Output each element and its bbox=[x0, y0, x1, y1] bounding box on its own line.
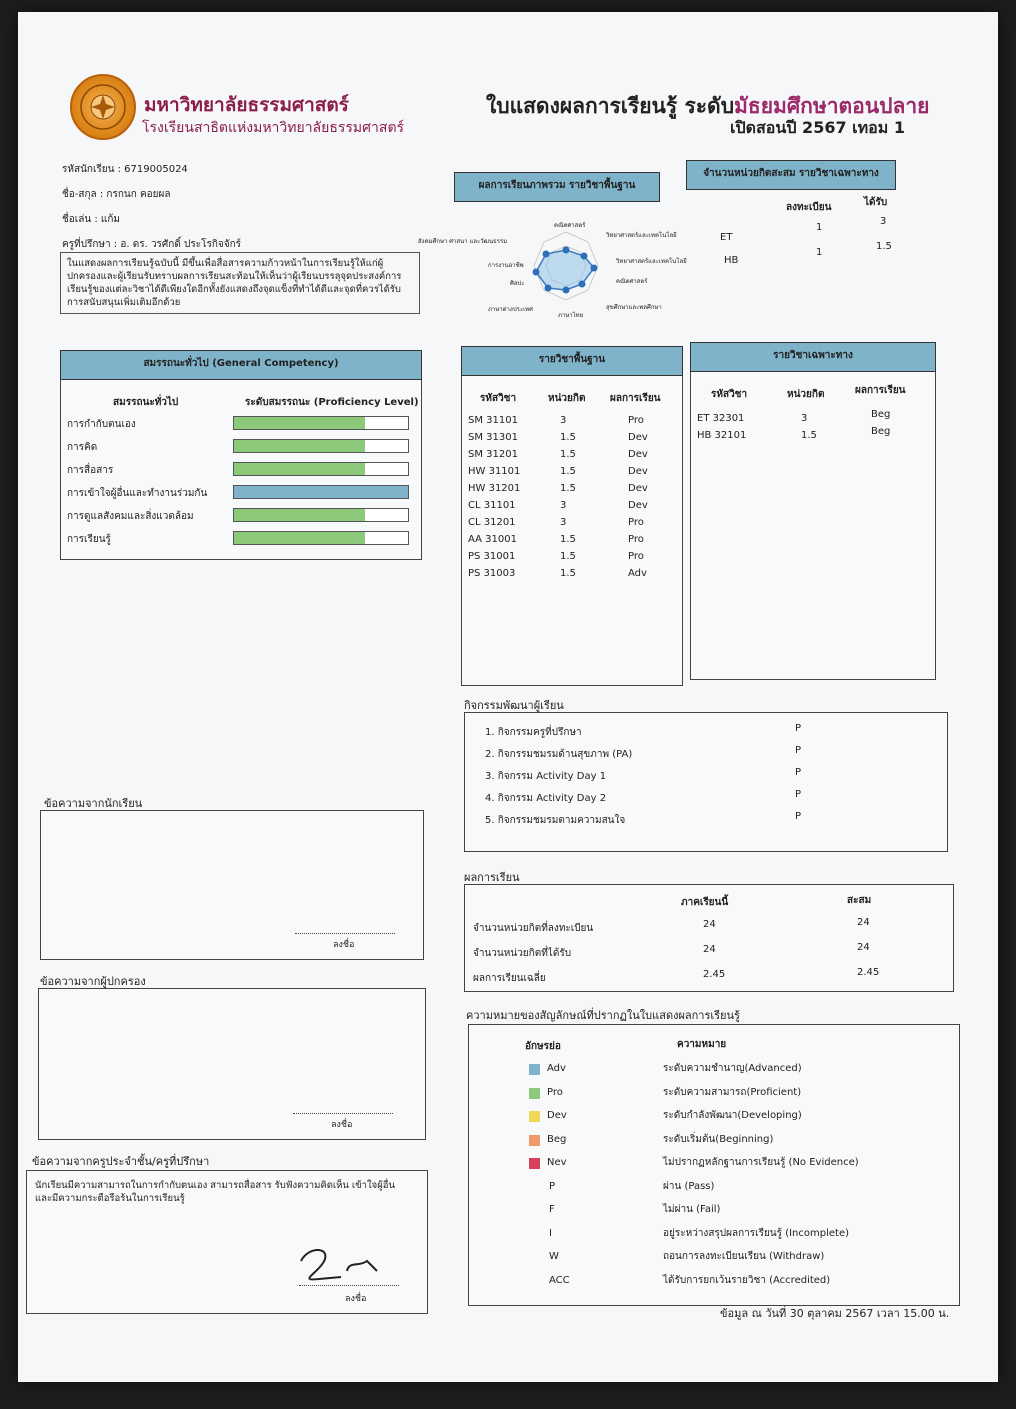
competency-bar-fill bbox=[234, 440, 365, 452]
credits-earned-1: 1.5 bbox=[876, 241, 892, 252]
activity-name: 5. กิจกรรมชมรมตามความสนใจ bbox=[485, 815, 626, 826]
legend-meaning: ระดับความชำนาญ(Advanced) bbox=[663, 1063, 802, 1074]
legend-symbol: I bbox=[549, 1227, 552, 1239]
legend-symbol: ACC bbox=[549, 1274, 570, 1286]
competency-bar-fill bbox=[234, 509, 365, 521]
basic-subject-code: SM 31201 bbox=[468, 449, 518, 460]
credits-col-earned: ได้รับ bbox=[864, 197, 888, 208]
special-subject-credit: 3 bbox=[801, 413, 808, 424]
radar-label-8: การงานอาชีพ bbox=[488, 262, 524, 269]
student-sign-label: ลงชื่อ bbox=[333, 940, 355, 950]
activity-name: 1. กิจกรรมครูที่ปรึกษา bbox=[485, 727, 582, 738]
teacher-message-text: นักเรียนมีความสามารถในการกำกับตนเอง สามารถสื่อสาร รับฟังความคิดเห็น เข้าใจผู้อื่น และมีความกระตือรือร้นในการเรียนรู้ bbox=[35, 1180, 395, 1204]
legend-meaning: ผ่าน (Pass) bbox=[663, 1180, 715, 1192]
result-term: 24 bbox=[703, 944, 716, 955]
special-subject-result: Beg bbox=[871, 409, 891, 420]
basic-subject-result: Adv bbox=[628, 568, 647, 579]
result-total: 24 bbox=[857, 917, 870, 928]
competency-name: การคิด bbox=[67, 442, 98, 453]
title-prefix: ใบแสดงผลการเรียนรู้ ระดับ bbox=[486, 94, 735, 118]
results-col-total: สะสม bbox=[847, 895, 872, 906]
basic-subject-credit: 1.5 bbox=[560, 551, 576, 562]
competency-bar bbox=[233, 485, 409, 499]
activity-result: P bbox=[795, 767, 802, 778]
competency-bar-fill bbox=[234, 417, 365, 429]
legend-swatch bbox=[529, 1111, 540, 1122]
basic-subject-result: Dev bbox=[628, 466, 648, 477]
title-level: มัธยมศึกษาตอนปลาย bbox=[734, 94, 930, 118]
activities-title: กิจกรรมพัฒนาผู้เรียน bbox=[464, 699, 564, 712]
basic-subject-code: PS 31001 bbox=[468, 551, 516, 562]
credits-title: จำนวนหน่วยกิตสะสม รายวิชาเฉพาะทาง bbox=[686, 160, 896, 190]
legend-col-meaning: ความหมาย bbox=[677, 1039, 727, 1050]
legend-meaning: ไม่ปรากฏหลักฐานการเรียนรู้ (No Evidence) bbox=[663, 1157, 859, 1168]
radar-label-9: สังคมศึกษา ศาสนา และวัฒนธรรม bbox=[418, 238, 508, 245]
basic-subject-credit: 1.5 bbox=[560, 449, 576, 460]
legend-symbol: W bbox=[549, 1251, 559, 1262]
competency-name: การดูแลสังคมและสิ่งแวดล้อม bbox=[67, 511, 194, 522]
basic-subject-code: SM 31101 bbox=[468, 415, 518, 426]
credits-code-0: ET bbox=[720, 232, 733, 243]
activity-result: P bbox=[795, 745, 802, 756]
legend-swatch bbox=[529, 1135, 540, 1146]
student-signature-line bbox=[295, 933, 395, 934]
basic-subject-result: Pro bbox=[628, 551, 644, 562]
teacher-sign-label: ลงชื่อ bbox=[345, 1294, 367, 1304]
radar-title: ผลการเรียนภาพรวม รายวิชาพื้นฐาน bbox=[454, 172, 660, 202]
activity-result: P bbox=[795, 811, 802, 822]
basic-subject-result: Dev bbox=[628, 500, 648, 511]
teacher-signature bbox=[289, 1241, 399, 1291]
student-id: รหัสนักเรียน : 6719005024 bbox=[62, 164, 188, 175]
basic-subject-result: Dev bbox=[628, 449, 648, 460]
legend-symbol: Dev bbox=[547, 1110, 567, 1121]
basic-col-result: ผลการเรียน bbox=[610, 393, 661, 404]
basic-subject-credit: 1.5 bbox=[560, 432, 576, 443]
parent-message-box[interactable] bbox=[38, 988, 426, 1140]
legend-panel bbox=[468, 1024, 960, 1306]
basic-subject-code: PS 31003 bbox=[468, 568, 516, 579]
legend-swatch bbox=[529, 1064, 540, 1075]
teacher-signature-line bbox=[299, 1285, 399, 1286]
legend-symbol: Nev bbox=[547, 1157, 567, 1168]
basic-subject-credit: 3 bbox=[560, 517, 567, 528]
basic-subject-code: CL 31101 bbox=[468, 500, 516, 511]
school-name: โรงเรียนสาธิตแห่งมหาวิทยาลัยธรรมศาสตร์ bbox=[142, 120, 405, 136]
parent-message-title: ข้อความจากผู้ปกครอง bbox=[40, 975, 146, 988]
basic-subject-credit: 3 bbox=[560, 500, 567, 511]
basic-subject-code: SM 31301 bbox=[468, 432, 518, 443]
special-col-credit: หน่วยกิต bbox=[787, 389, 825, 400]
special-col-code: รหัสวิชา bbox=[711, 389, 748, 400]
student-nickname: ชื่อเล่น : แก้ม bbox=[62, 214, 120, 225]
legend-meaning: ไม่ผ่าน (Fail) bbox=[663, 1204, 721, 1215]
radar-label-4: สุขศึกษาและพลศึกษา bbox=[606, 304, 662, 311]
special-col-result: ผลการเรียน bbox=[855, 385, 906, 396]
result-label: ผลการเรียนเฉลี่ย bbox=[473, 973, 546, 984]
report-subtitle: เปิดสอนปี 2567 เทอม 1 bbox=[730, 118, 906, 137]
legend-symbol: Beg bbox=[547, 1133, 567, 1145]
university-logo bbox=[70, 74, 136, 140]
basic-subject-result: Pro bbox=[628, 415, 644, 426]
results-panel bbox=[464, 884, 954, 992]
competency-title: สมรรถนะทั่วไป (General Competency) bbox=[60, 350, 422, 380]
result-label: จำนวนหน่วยกิตที่ลงทะเบียน bbox=[473, 923, 594, 934]
credits-registered-1: 1 bbox=[816, 247, 823, 258]
student-message-box[interactable] bbox=[40, 810, 424, 960]
competency-bar bbox=[233, 439, 409, 453]
radar-label-5: ภาษาไทย bbox=[558, 312, 584, 319]
competency-name: การเข้าใจผู้อื่นและทำงานร่วมกัน bbox=[67, 488, 208, 499]
basic-subject-code: CL 31201 bbox=[468, 517, 516, 528]
legend-symbol: P bbox=[549, 1180, 556, 1192]
advisor-name: ครูที่ปรึกษา : อ. ดร. วรศักดิ์ ประโรกิจจักร์ bbox=[62, 239, 242, 250]
activities-panel bbox=[464, 712, 948, 852]
basic-subject-code: HW 31201 bbox=[468, 483, 521, 494]
basic-subject-code: HW 31101 bbox=[468, 466, 521, 477]
competency-panel bbox=[60, 350, 422, 560]
basic-subject-result: Pro bbox=[628, 517, 644, 528]
legend-title: ความหมายของสัญลักษณ์ที่ปรากฏในใบแสดงผลการเรียนรู้ bbox=[466, 1009, 740, 1022]
legend-swatch bbox=[529, 1088, 540, 1099]
report-card-paper bbox=[18, 12, 998, 1382]
competency-bar-fill bbox=[234, 486, 408, 498]
special-subject-result: Beg bbox=[871, 426, 891, 437]
competency-col-level: ระดับสมรรถนะ (Proficiency Level) bbox=[245, 397, 419, 408]
basic-subject-credit: 1.5 bbox=[560, 534, 576, 545]
result-total: 2.45 bbox=[857, 967, 880, 978]
legend-meaning: ระดับความสามารถ(Proficient) bbox=[663, 1086, 802, 1098]
seal-icon bbox=[72, 76, 134, 138]
competency-name: การสื่อสาร bbox=[67, 465, 114, 476]
results-title: ผลการเรียน bbox=[464, 871, 520, 884]
basic-subject-credit: 1.5 bbox=[560, 483, 576, 494]
student-message-title: ข้อความจากนักเรียน bbox=[44, 797, 143, 810]
basic-subject-credit: 1.5 bbox=[560, 568, 576, 579]
legend-meaning: ระดับกำลังพัฒนา(Developing) bbox=[663, 1110, 802, 1121]
credits-registered-0: 1 bbox=[816, 222, 823, 233]
radar-chart bbox=[418, 210, 718, 322]
basic-subject-result: Pro bbox=[628, 534, 644, 545]
result-term: 2.45 bbox=[703, 969, 726, 980]
activity-name: 3. กิจกรรม Activity Day 1 bbox=[485, 771, 607, 782]
data-timestamp: ข้อมูล ณ วันที่ 30 ตุลาคม 2567 เวลา 15.00 น. bbox=[720, 1307, 950, 1320]
teacher-message-title: ข้อความจากครูประจำชั้น/ครูที่ปรึกษา bbox=[32, 1155, 210, 1168]
legend-symbol: F bbox=[549, 1204, 555, 1215]
credits-col-registered: ลงทะเบียน bbox=[786, 202, 832, 213]
radar-label-6: ภาษาต่างประเทศ bbox=[488, 306, 533, 313]
legend-swatch bbox=[529, 1158, 540, 1169]
competency-bar bbox=[233, 416, 409, 430]
radar-label-3: คณิตศาสตร์ bbox=[616, 278, 648, 285]
special-subject-credit: 1.5 bbox=[801, 430, 817, 441]
radar-label-1: วิทยาศาสตร์และเทคโนโลยี bbox=[606, 232, 677, 239]
parent-signature-line bbox=[293, 1113, 393, 1114]
competency-bar-fill bbox=[234, 532, 365, 544]
legend-col-symbol: อักษรย่อ bbox=[525, 1041, 561, 1052]
competency-bar bbox=[233, 462, 409, 476]
legend-meaning: ถอนการลงทะเบียนเรียน (Withdraw) bbox=[663, 1251, 825, 1262]
legend-meaning: ได้รับการยกเว้นรายวิชา (Accredited) bbox=[663, 1274, 831, 1286]
radar-label-0: คณิตศาสตร์ bbox=[554, 222, 586, 229]
special-subject-code: ET 32301 bbox=[697, 413, 745, 424]
legend-meaning: ระดับเริ่มต้น(Beginning) bbox=[663, 1133, 774, 1145]
competency-name: การกำกับตนเอง bbox=[67, 419, 136, 430]
student-name: ชื่อ-สกุล : กรกนก คอยผล bbox=[62, 189, 171, 200]
basic-subject-result: Dev bbox=[628, 483, 648, 494]
competency-name: การเรียนรู้ bbox=[67, 534, 111, 545]
radar-label-7: ศิลปะ bbox=[510, 280, 525, 287]
results-col-term: ภาคเรียนนี้ bbox=[681, 897, 729, 908]
basic-subject-credit: 1.5 bbox=[560, 466, 576, 477]
activity-result: P bbox=[795, 789, 802, 800]
result-term: 24 bbox=[703, 919, 716, 930]
competency-bar-fill bbox=[234, 463, 365, 475]
competency-bar bbox=[233, 531, 409, 545]
activity-name: 2. กิจกรรมชมรมด้านสุขภาพ (PA) bbox=[485, 749, 633, 760]
basic-col-code: รหัสวิชา bbox=[480, 393, 517, 404]
basic-subjects-panel bbox=[461, 346, 683, 686]
basic-subject-result: Dev bbox=[628, 432, 648, 443]
credits-earned-0: 3 bbox=[880, 216, 887, 227]
legend-meaning: อยู่ระหว่างสรุปผลการเรียนรู้ (Incomplete) bbox=[663, 1227, 849, 1239]
parent-sign-label: ลงชื่อ bbox=[331, 1120, 353, 1130]
special-subject-code: HB 32101 bbox=[697, 430, 747, 441]
special-subjects-panel bbox=[690, 342, 936, 680]
legend-symbol: Pro bbox=[547, 1086, 563, 1098]
legend-symbol: Adv bbox=[547, 1063, 566, 1074]
university-name: มหาวิทยาลัยธรรมศาสตร์ bbox=[144, 94, 349, 116]
basic-subject-credit: 3 bbox=[560, 415, 567, 426]
result-total: 24 bbox=[857, 942, 870, 953]
radar-label-2: วิทยาศาสตร์และเทคโนโลยี bbox=[616, 258, 687, 265]
basic-col-credit: หน่วยกิต bbox=[548, 393, 586, 404]
competency-col-name: สมรรถนะทั่วไป bbox=[113, 397, 179, 408]
teacher-message-box bbox=[26, 1170, 428, 1314]
competency-bar bbox=[233, 508, 409, 522]
activity-name: 4. กิจกรรม Activity Day 2 bbox=[485, 793, 607, 804]
result-label: จำนวนหน่วยกิตที่ได้รับ bbox=[473, 948, 572, 959]
credits-code-1: HB bbox=[724, 255, 739, 266]
intro-note: ในแสดงผลการเรียนรู้ฉบับนี้ มีขึ้นเพื่อสื่อสารความก้าวหน้าในการเรียนรู้ให้แก่ผู้ปกครองและผู้เรียนรับทราบผลการเรียนสะท้อนให้เห็นว่าผู้เรียนบรรลุจุดประสงค์การเรียนรู้ของแต่ละวิชาได้ดีเพียงใดอีกทั้งยังแสดงถึงจุดแข็งที่ทำได้ดีและจุดที่ควรได้รับการสนับสนุนเพิ่มเติมอีกด้วย bbox=[60, 252, 420, 314]
activity-result: P bbox=[795, 723, 802, 734]
special-subjects-title: รายวิชาเฉพาะทาง bbox=[690, 342, 936, 372]
basic-subject-code: AA 31001 bbox=[468, 534, 517, 545]
basic-subjects-title: รายวิชาพื้นฐาน bbox=[461, 346, 683, 376]
